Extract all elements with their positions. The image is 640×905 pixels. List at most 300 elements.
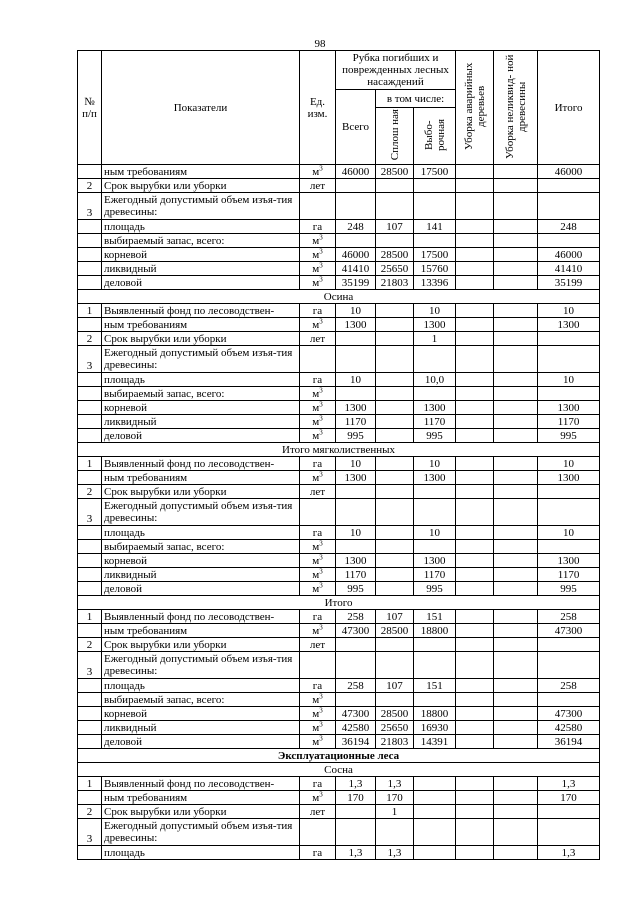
cell-illiquid xyxy=(494,526,538,540)
cell-clear: 28500 xyxy=(376,165,414,179)
row-number xyxy=(78,624,102,638)
cell-clear xyxy=(376,499,414,526)
cell-clear xyxy=(376,540,414,554)
row-unit: $м^3$ xyxy=(300,540,336,554)
cell-emergency xyxy=(456,457,494,471)
row-unit xyxy=(300,499,336,526)
cell-emergency xyxy=(456,582,494,596)
cell-itogo: 1300 xyxy=(538,401,600,415)
cell-itogo: 258 xyxy=(538,679,600,693)
cell-clear: 28500 xyxy=(376,707,414,721)
row-indicator: Выявленный фонд по лесоводствен- xyxy=(102,777,300,791)
header-selective xyxy=(414,108,456,165)
row-unit: $м^3$ xyxy=(300,387,336,401)
cell-itogo xyxy=(538,179,600,193)
header-total-group: Всего xyxy=(336,90,376,165)
cell-emergency xyxy=(456,499,494,526)
cell-total: 10 xyxy=(336,457,376,471)
cell-selective: 17500 xyxy=(414,165,456,179)
cell-total: 10 xyxy=(336,373,376,387)
cell-clear xyxy=(376,471,414,485)
cell-selective: 151 xyxy=(414,610,456,624)
cell-selective: 13396 xyxy=(414,276,456,290)
cell-itogo xyxy=(538,346,600,373)
cell-selective xyxy=(414,540,456,554)
cell-total: 36194 xyxy=(336,735,376,749)
row-number: 2 xyxy=(78,485,102,499)
cell-emergency xyxy=(456,624,494,638)
row-unit: $м^3$ xyxy=(300,554,336,568)
cell-selective: 1300 xyxy=(414,318,456,332)
cell-selective xyxy=(414,791,456,805)
cell-itogo xyxy=(538,819,600,846)
cell-illiquid xyxy=(494,610,538,624)
row-number xyxy=(78,707,102,721)
cell-illiquid xyxy=(494,332,538,346)
cell-itogo: 41410 xyxy=(538,262,600,276)
row-indicator: Ежегодный допустимый объем изъя-тия древесины: xyxy=(102,819,300,846)
header-emergency-label: Уборка аварийных деревьев xyxy=(462,62,487,150)
header-indicator: Показатели xyxy=(102,51,300,165)
cell-total xyxy=(336,693,376,707)
cell-itogo xyxy=(538,234,600,248)
row-indicator: выбираемый запас, всего: xyxy=(102,693,300,707)
cell-selective xyxy=(414,234,456,248)
cell-illiquid xyxy=(494,165,538,179)
cell-clear xyxy=(376,819,414,846)
cell-illiquid xyxy=(494,721,538,735)
cell-selective xyxy=(414,193,456,220)
cell-selective: 16930 xyxy=(414,721,456,735)
cell-itogo: 1170 xyxy=(538,415,600,429)
cell-total: 995 xyxy=(336,582,376,596)
cell-itogo: 1300 xyxy=(538,554,600,568)
cell-itogo: 10 xyxy=(538,457,600,471)
cell-selective: 995 xyxy=(414,429,456,443)
cell-illiquid xyxy=(494,193,538,220)
cell-clear xyxy=(376,304,414,318)
row-number xyxy=(78,401,102,415)
header-unit: Ед. изм. xyxy=(300,51,336,165)
header-clear xyxy=(376,108,414,165)
row-number xyxy=(78,248,102,262)
cell-selective xyxy=(414,846,456,860)
row-indicator: деловой xyxy=(102,429,300,443)
row-indicator: ным требованиям xyxy=(102,471,300,485)
row-indicator: ным требованиям xyxy=(102,791,300,805)
cell-itogo: 47300 xyxy=(538,707,600,721)
row-indicator: Выявленный фонд по лесоводствен- xyxy=(102,610,300,624)
row-number xyxy=(78,568,102,582)
cell-illiquid xyxy=(494,693,538,707)
row-indicator: ным требованиям xyxy=(102,165,300,179)
cell-emergency xyxy=(456,526,494,540)
cell-total xyxy=(336,540,376,554)
row-indicator: корневой xyxy=(102,248,300,262)
cell-clear: 170 xyxy=(376,791,414,805)
cell-selective xyxy=(414,819,456,846)
cell-selective: 1300 xyxy=(414,471,456,485)
cell-total xyxy=(336,805,376,819)
row-indicator: Ежегодный допустимый объем изъя-тия древесины: xyxy=(102,499,300,526)
cell-total: 1170 xyxy=(336,415,376,429)
cell-itogo: 10 xyxy=(538,304,600,318)
cell-illiquid xyxy=(494,582,538,596)
cell-total: 258 xyxy=(336,610,376,624)
table-row xyxy=(78,332,600,346)
row-indicator: площадь xyxy=(102,679,300,693)
cell-selective: 10,0 xyxy=(414,373,456,387)
row-indicator: Срок вырубки или уборки xyxy=(102,805,300,819)
row-number xyxy=(78,387,102,401)
cell-emergency xyxy=(456,165,494,179)
cell-selective: 1170 xyxy=(414,568,456,582)
cell-total: 1170 xyxy=(336,568,376,582)
cell-total xyxy=(336,638,376,652)
table-row xyxy=(78,721,600,735)
table-row xyxy=(78,485,600,499)
section-title: Эксплуатационные леса xyxy=(78,749,600,763)
row-indicator: выбираемый запас, всего: xyxy=(102,540,300,554)
cell-emergency xyxy=(456,846,494,860)
cell-itogo xyxy=(538,540,600,554)
header-selective-label: Выбо- рочная xyxy=(422,118,447,151)
cell-clear xyxy=(376,373,414,387)
cell-itogo: 1,3 xyxy=(538,777,600,791)
cell-total xyxy=(336,387,376,401)
cell-emergency xyxy=(456,819,494,846)
table-row xyxy=(78,805,600,819)
table-row xyxy=(78,693,600,707)
cell-illiquid xyxy=(494,457,538,471)
row-indicator: Ежегодный допустимый объем изъя-тия древесины: xyxy=(102,346,300,373)
cell-emergency xyxy=(456,332,494,346)
cell-total: 47300 xyxy=(336,707,376,721)
cell-clear: 21803 xyxy=(376,735,414,749)
section-row xyxy=(78,763,600,777)
cell-emergency xyxy=(456,721,494,735)
row-number: 2 xyxy=(78,332,102,346)
cell-selective xyxy=(414,387,456,401)
cell-selective: 15760 xyxy=(414,262,456,276)
cell-selective: 10 xyxy=(414,304,456,318)
row-number: 1 xyxy=(78,610,102,624)
cell-emergency xyxy=(456,304,494,318)
row-unit: $м^3$ xyxy=(300,735,336,749)
header-illiquid-label: Уборка неликвид- ной древесины xyxy=(503,53,528,159)
cell-clear xyxy=(376,401,414,415)
cell-illiquid xyxy=(494,540,538,554)
cell-itogo: 1300 xyxy=(538,318,600,332)
cell-emergency xyxy=(456,693,494,707)
section-row xyxy=(78,290,600,304)
table-row xyxy=(78,707,600,721)
row-indicator: ным требованиям xyxy=(102,318,300,332)
section-title: Сосна xyxy=(78,763,600,777)
cell-itogo: 42580 xyxy=(538,721,600,735)
row-number: 1 xyxy=(78,457,102,471)
row-unit: $м^3$ xyxy=(300,624,336,638)
row-unit: $м^3$ xyxy=(300,165,336,179)
cell-illiquid xyxy=(494,499,538,526)
cell-illiquid xyxy=(494,846,538,860)
header-total: Итого xyxy=(538,51,600,165)
table-row xyxy=(78,652,600,679)
cell-clear xyxy=(376,638,414,652)
table-row xyxy=(78,429,600,443)
row-unit: $м^3$ xyxy=(300,568,336,582)
cell-itogo: 46000 xyxy=(538,248,600,262)
cell-illiquid xyxy=(494,485,538,499)
row-unit xyxy=(300,346,336,373)
cell-emergency xyxy=(456,791,494,805)
cell-illiquid xyxy=(494,318,538,332)
row-number: 2 xyxy=(78,638,102,652)
header-emergency xyxy=(456,51,494,165)
section-row xyxy=(78,443,600,457)
cell-clear: 107 xyxy=(376,679,414,693)
cell-emergency xyxy=(456,638,494,652)
row-number: 3 xyxy=(78,819,102,846)
cell-illiquid xyxy=(494,791,538,805)
cell-itogo: 248 xyxy=(538,220,600,234)
header-illiquid xyxy=(494,51,538,165)
cell-selective xyxy=(414,499,456,526)
table-row xyxy=(78,193,600,220)
cell-clear xyxy=(376,179,414,193)
row-unit: лет xyxy=(300,332,336,346)
row-indicator: Срок вырубки или уборки xyxy=(102,332,300,346)
row-unit: лет xyxy=(300,179,336,193)
cell-selective: 151 xyxy=(414,679,456,693)
row-unit: $м^3$ xyxy=(300,401,336,415)
cell-clear xyxy=(376,415,414,429)
table-row xyxy=(78,457,600,471)
cell-emergency xyxy=(456,429,494,443)
cell-total: 1300 xyxy=(336,471,376,485)
row-unit: га xyxy=(300,846,336,860)
row-indicator: выбираемый запас, всего: xyxy=(102,387,300,401)
cell-clear xyxy=(376,582,414,596)
cell-selective: 17500 xyxy=(414,248,456,262)
header-group-title: Рубка погибших и поврежденных лесных насаждений xyxy=(336,51,456,90)
cell-emergency xyxy=(456,415,494,429)
cell-itogo xyxy=(538,485,600,499)
row-indicator: Срок вырубки или уборки xyxy=(102,638,300,652)
row-indicator: площадь xyxy=(102,373,300,387)
cell-illiquid xyxy=(494,554,538,568)
table-row xyxy=(78,846,600,860)
cell-clear xyxy=(376,332,414,346)
cell-total: 46000 xyxy=(336,248,376,262)
table-row xyxy=(78,554,600,568)
cell-illiquid xyxy=(494,707,538,721)
cell-itogo: 170 xyxy=(538,791,600,805)
cell-selective xyxy=(414,693,456,707)
cell-emergency xyxy=(456,485,494,499)
row-unit xyxy=(300,193,336,220)
cell-itogo: 47300 xyxy=(538,624,600,638)
table-row xyxy=(78,540,600,554)
row-number: 3 xyxy=(78,346,102,373)
row-unit xyxy=(300,819,336,846)
cell-emergency xyxy=(456,346,494,373)
cell-total xyxy=(336,193,376,220)
cell-emergency xyxy=(456,234,494,248)
table-row xyxy=(78,248,600,262)
row-unit: $м^3$ xyxy=(300,791,336,805)
row-unit: $м^3$ xyxy=(300,276,336,290)
cell-emergency xyxy=(456,554,494,568)
cell-itogo: 35199 xyxy=(538,276,600,290)
row-unit: $м^3$ xyxy=(300,248,336,262)
cell-itogo xyxy=(538,499,600,526)
table-row xyxy=(78,387,600,401)
cell-selective xyxy=(414,777,456,791)
row-indicator: корневой xyxy=(102,707,300,721)
cell-illiquid xyxy=(494,805,538,819)
row-unit: $м^3$ xyxy=(300,721,336,735)
cell-clear xyxy=(376,526,414,540)
cell-total: 1300 xyxy=(336,318,376,332)
row-indicator: выбираемый запас, всего: xyxy=(102,234,300,248)
table-row xyxy=(78,791,600,805)
cell-illiquid xyxy=(494,346,538,373)
section-row xyxy=(78,749,600,763)
cell-clear xyxy=(376,652,414,679)
cell-total: 170 xyxy=(336,791,376,805)
row-number xyxy=(78,846,102,860)
cell-itogo xyxy=(538,387,600,401)
cell-selective: 1300 xyxy=(414,401,456,415)
cell-itogo xyxy=(538,693,600,707)
cell-clear: 28500 xyxy=(376,248,414,262)
cell-itogo xyxy=(538,638,600,652)
row-indicator: Выявленный фонд по лесоводствен- xyxy=(102,457,300,471)
cell-emergency xyxy=(456,777,494,791)
row-number xyxy=(78,165,102,179)
cell-total: 1,3 xyxy=(336,777,376,791)
cell-itogo: 36194 xyxy=(538,735,600,749)
cell-total: 41410 xyxy=(336,262,376,276)
table-row xyxy=(78,679,600,693)
cell-selective xyxy=(414,485,456,499)
row-number xyxy=(78,554,102,568)
cell-illiquid xyxy=(494,652,538,679)
cell-total: 1300 xyxy=(336,554,376,568)
row-unit: $м^3$ xyxy=(300,415,336,429)
table-row xyxy=(78,276,600,290)
table-row xyxy=(78,179,600,193)
header-subgroup: в том числе: xyxy=(376,90,456,108)
cell-emergency xyxy=(456,373,494,387)
table-row xyxy=(78,582,600,596)
cell-illiquid xyxy=(494,471,538,485)
cell-itogo xyxy=(538,193,600,220)
row-unit: га xyxy=(300,457,336,471)
cell-total xyxy=(336,819,376,846)
cell-itogo: 995 xyxy=(538,429,600,443)
cell-total: 995 xyxy=(336,429,376,443)
cell-clear xyxy=(376,346,414,373)
cell-clear xyxy=(376,387,414,401)
cell-total xyxy=(336,485,376,499)
row-indicator: Выявленный фонд по лесоводствен- xyxy=(102,304,300,318)
cell-clear xyxy=(376,693,414,707)
cell-clear xyxy=(376,568,414,582)
forestry-table xyxy=(77,50,600,860)
row-unit: $м^3$ xyxy=(300,262,336,276)
row-number: 1 xyxy=(78,304,102,318)
row-indicator: площадь xyxy=(102,526,300,540)
table-body xyxy=(78,165,600,860)
cell-emergency xyxy=(456,568,494,582)
table-row xyxy=(78,638,600,652)
row-indicator: деловой xyxy=(102,582,300,596)
cell-emergency xyxy=(456,276,494,290)
cell-total xyxy=(336,179,376,193)
cell-total xyxy=(336,234,376,248)
header-clear-label: Сплош ная xyxy=(388,108,401,161)
cell-emergency xyxy=(456,652,494,679)
cell-total: 248 xyxy=(336,220,376,234)
cell-emergency xyxy=(456,220,494,234)
cell-total: 35199 xyxy=(336,276,376,290)
cell-emergency xyxy=(456,707,494,721)
table-row xyxy=(78,373,600,387)
header-num: № п/п xyxy=(78,51,102,165)
row-indicator: Срок вырубки или уборки xyxy=(102,485,300,499)
cell-total: 46000 xyxy=(336,165,376,179)
cell-illiquid xyxy=(494,276,538,290)
table-row xyxy=(78,735,600,749)
cell-itogo xyxy=(538,652,600,679)
cell-total: 1300 xyxy=(336,401,376,415)
cell-total xyxy=(336,652,376,679)
row-indicator: ликвидный xyxy=(102,721,300,735)
cell-clear xyxy=(376,457,414,471)
row-indicator: деловой xyxy=(102,276,300,290)
cell-selective: 18800 xyxy=(414,707,456,721)
row-number: 1 xyxy=(78,777,102,791)
cell-illiquid xyxy=(494,401,538,415)
row-number: 3 xyxy=(78,193,102,220)
row-unit: лет xyxy=(300,638,336,652)
table-row xyxy=(78,318,600,332)
cell-illiquid xyxy=(494,819,538,846)
table-row xyxy=(78,304,600,318)
row-number xyxy=(78,471,102,485)
cell-illiquid xyxy=(494,568,538,582)
section-title: Осина xyxy=(78,290,600,304)
row-indicator: корневой xyxy=(102,554,300,568)
header-row-1 xyxy=(78,51,600,90)
cell-emergency xyxy=(456,179,494,193)
row-indicator: ликвидный xyxy=(102,262,300,276)
cell-itogo: 46000 xyxy=(538,165,600,179)
cell-emergency xyxy=(456,610,494,624)
cell-clear xyxy=(376,554,414,568)
row-indicator: Ежегодный допустимый объем изъя-тия древесины: xyxy=(102,652,300,679)
cell-illiquid xyxy=(494,373,538,387)
cell-selective: 10 xyxy=(414,526,456,540)
table-row xyxy=(78,624,600,638)
row-unit: $м^3$ xyxy=(300,693,336,707)
row-unit: га xyxy=(300,777,336,791)
row-number xyxy=(78,526,102,540)
cell-clear: 1,3 xyxy=(376,777,414,791)
cell-selective: 1170 xyxy=(414,415,456,429)
